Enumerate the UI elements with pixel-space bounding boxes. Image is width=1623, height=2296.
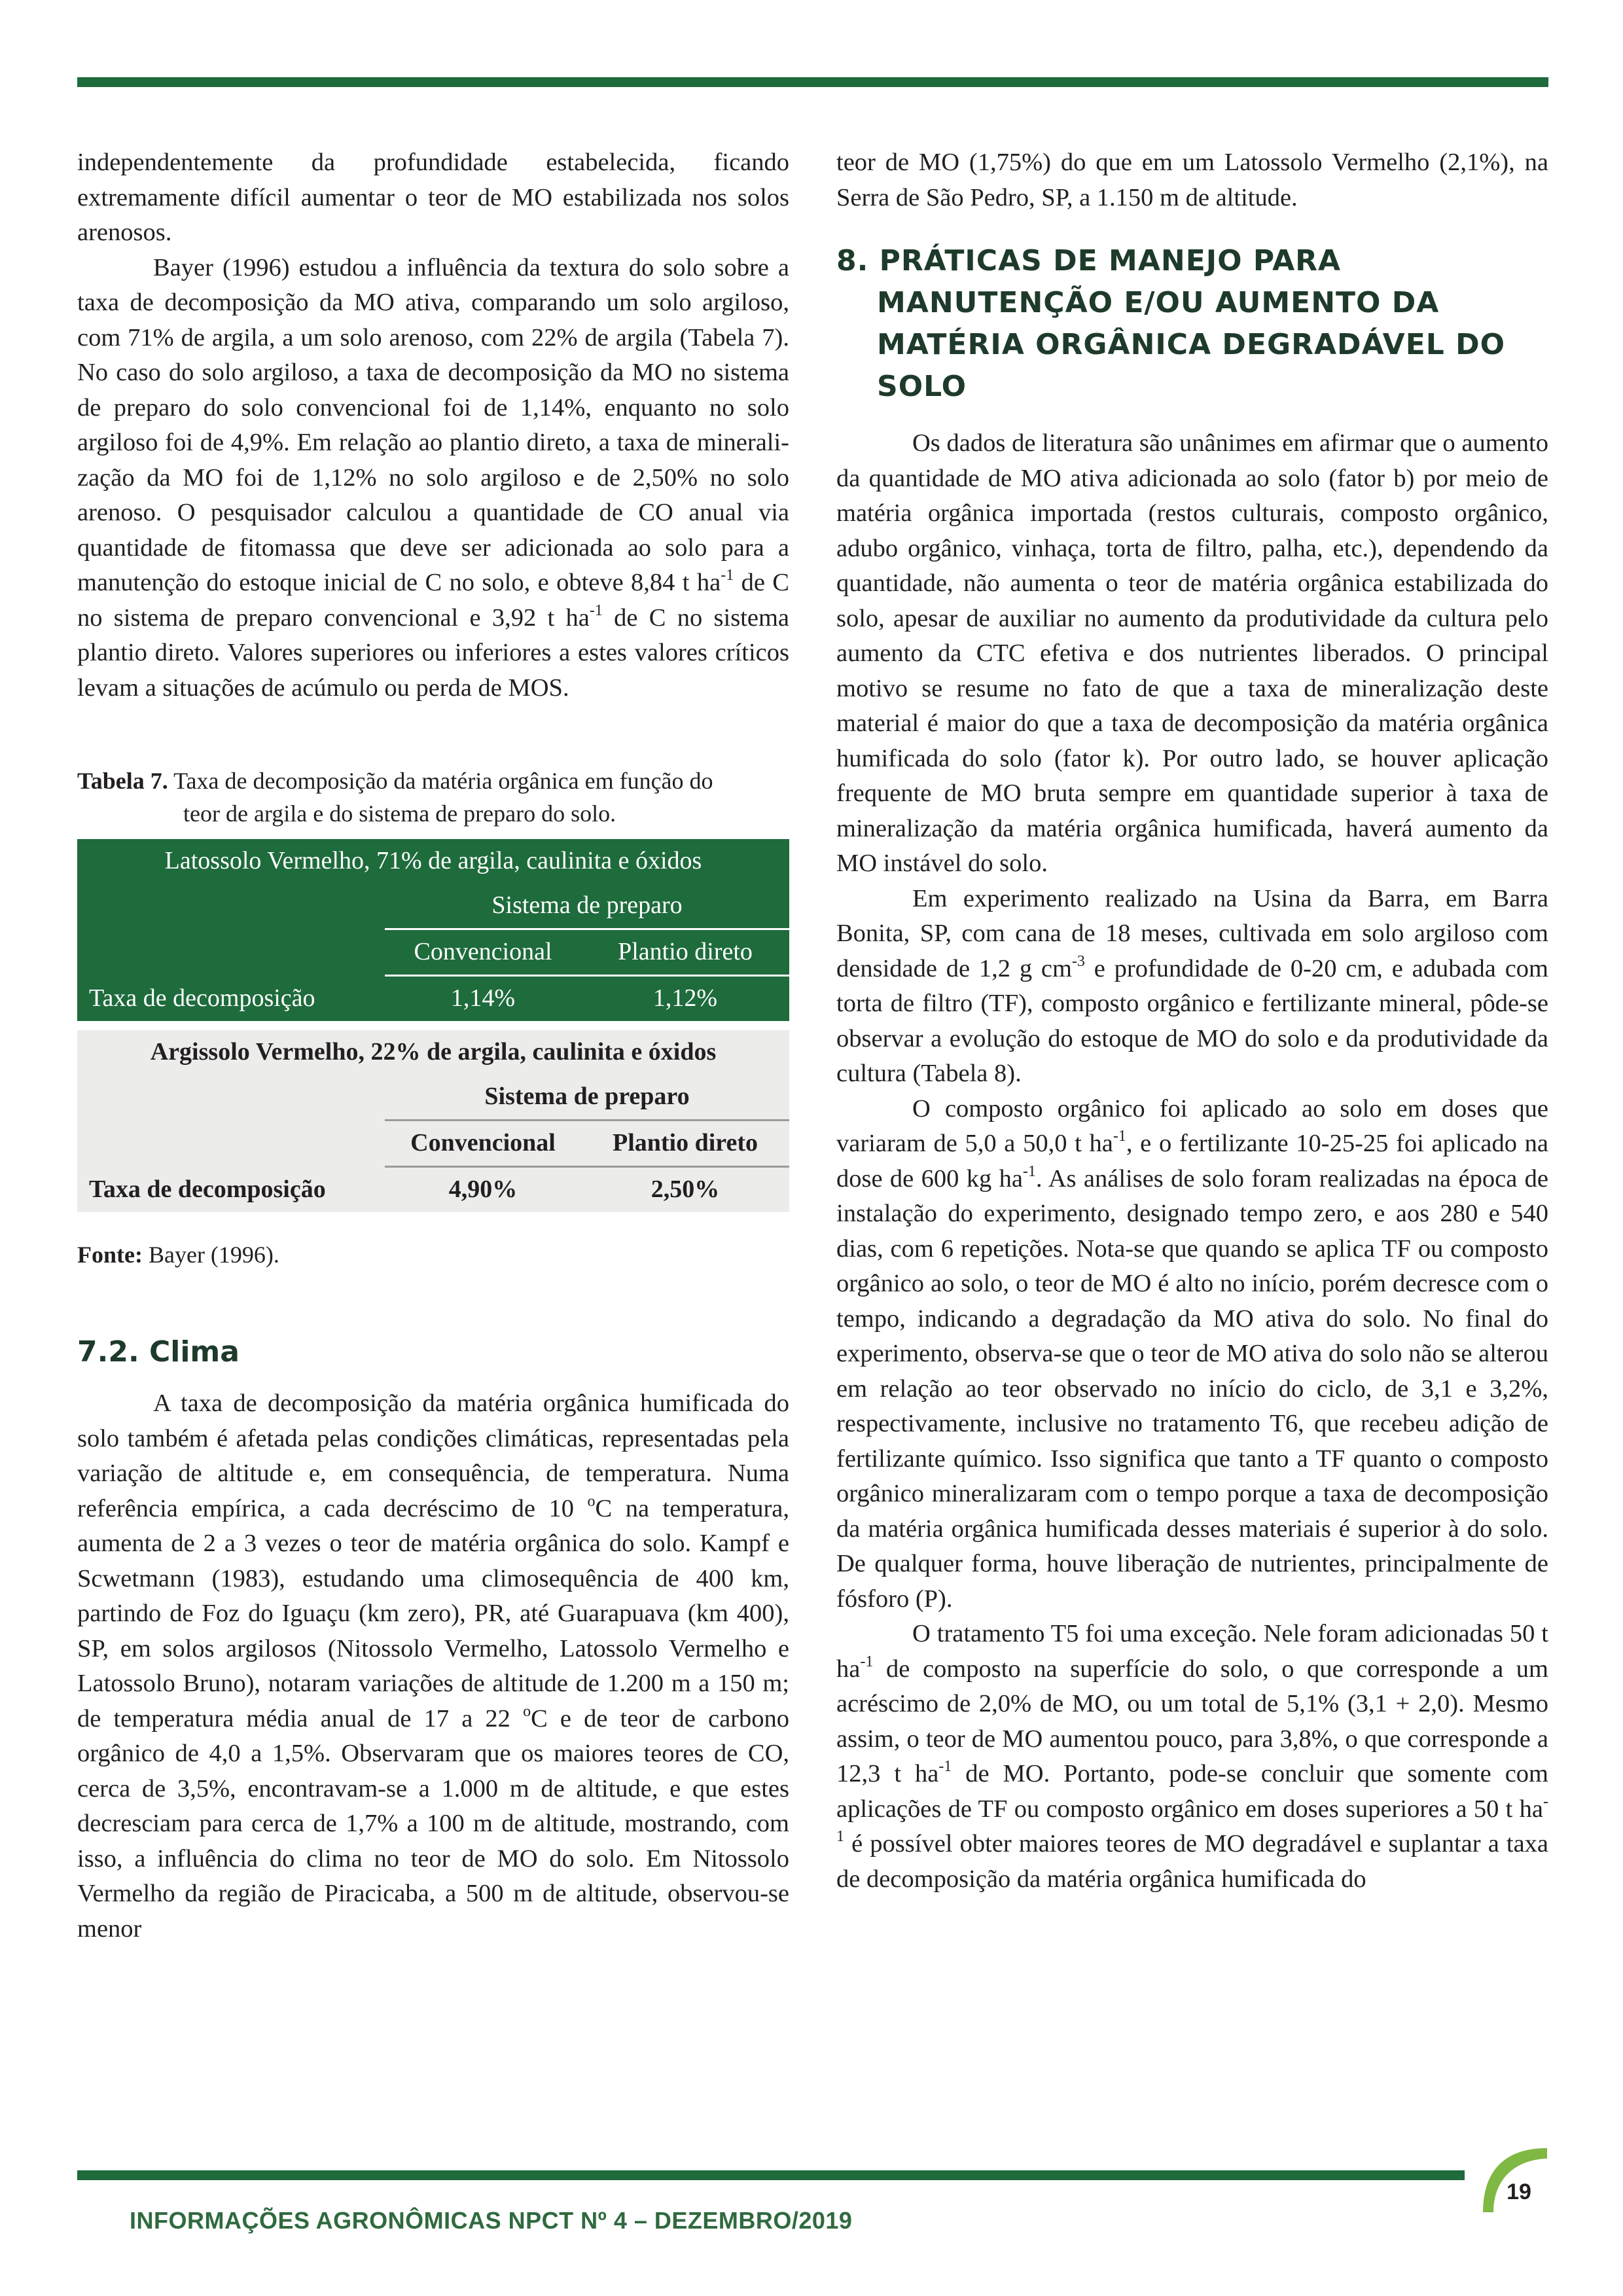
table-caption: Tabela 7. Taxa de decomposição da matéria orgânica em função do teor de argila e do sistema de preparo do solo.	[77, 768, 713, 827]
section-heading: 8. PRÁTICAS DE MANEJO PARA MANUTENÇÃO E/OU AUMENTO DA MATÉRIA ORGÂNICA DEGRADÁVEL DO SOLO	[836, 244, 1506, 403]
table-row: Convencional Plantio direto	[77, 1121, 789, 1167]
table-source: Fonte: Bayer (1996).	[77, 1242, 279, 1268]
paragraph: O tratamento T5 foi uma exceção. Nele foram adicionadas 50 t $ha^{-1}$ de composto na superfície do solo, o que corresponde a um acréscimo de 2,0% de MO, ou um total de 5,1% (3,1 + 2,0). Mesmo assim, o teor de MO aumentou pouco, para 3,8%, o que corresponde a 12,3 t $ha^{-1}$ de MO. Portanto, pode-se concluir que somente com aplicações de TF ou composto orgânico em doses superiores a 50 t $ha^{-1}$ é possível obter maiores teores de MO degradável e suplantar a taxa de decomposição da matéria orgânica humificada do	[836, 1620, 1548, 1893]
table-row: Sistema de preparo	[77, 1075, 789, 1121]
paragraph: Bayer (1996) estudou a influência da textura do solo sobre a taxa de decomposição da MO ativa, comparando um solo argiloso, com 71% de argila, a um solo arenoso, com 22% de argila (Tabela 7). No caso do solo argiloso, a taxa de decomposição da MO no sistema de preparo do solo convencional foi de 1,14%, enquanto no solo argiloso foi de 4,9%. Em relação ao plantio direto, a taxa de mineralização da MO foi de 1,12% no solo argiloso e de 2,50% no solo arenoso. O pesquisador calculou a quantidade de CO anual via quantidade de fitomassa que deve ser adicionada ao solo para a manutenção do estoque inicial de C no solo, e obteve 8,84 t $ha^{-1}$ de C no sistema de preparo convencional e 3,92 t $ha^{-1}$ de C no sistema plantio direto. Valores superiores ou inferiores a estes valores críticos levam a situações de acúmulo ou perda de MOS.	[77, 253, 789, 702]
page-number-badge	[1479, 2144, 1550, 2215]
left-column	[77, 145, 789, 1946]
table-row: Taxa de decomposição 4,90% 2,50%	[77, 1167, 789, 1213]
table-row: Taxa de decomposição 1,14% 1,12%	[77, 976, 789, 1022]
paragraph: teor de MO (1,75%) do que em um Latossolo Vermelho (2,1%), na Serra de São Pedro, SP, a 1.150 m de altitude.	[836, 149, 1548, 211]
paragraph: Os dados de literatura são unânimes em afirmar que o aumento da quantidade de MO ativa adicionada ao solo (fator b) por meio de matéria orgânica importada (restos culturais, composto orgânico, adubo orgânico, vinhaça, torta de filtro, palha, etc.), dependendo da quantidade, não aumenta o teor de matéria orgânica estabilizada do solo, apesar de auxiliar no aumento da produtividade da cultura pelo aumento da CTC efetiva e dos nutrientes liberados. O principal motivo se resume no fato de que a taxa de mineralização deste material é maior do que a taxa de decomposição da matéria orgânica humificada do solo (fator k). Por outro lado, se houver aplicação frequente de MO bruta sempre em quantidade superior à taxa de mineralização da matéria orgânica humificada, haverá aumento da MO instável do solo.	[836, 429, 1548, 877]
paragraph: A taxa de decomposição da matéria orgânica humificada do solo também é afetada pelas condições climáticas, representadas pela variação de altitude e, em consequência, de temperatura. Numa referência empírica, a cada decréscimo de 10 $^o$C na temperatura, aumenta de 2 a 3 vezes o teor de matéria orgânica do solo. Kampf e Scwetmann (1983), estudando uma climosequência de 400 km, partindo de Foz do Iguaçu (km zero), PR, até Guarapuava (km 400), SP, em solos argilosos (Nitossolo Vermelho, Latossolo Vermelho e Latossolo Bruno), notaram variações de altitude de 1.200 m a 150 m; de temperatura média anual de 17 a 22 $^o$C e de teor de carbono orgânico de 4,0 a 1,5%. Observaram que os maiores teores de CO, cerca de 3,5%, encontravam-se a 1.000 m de altitude, e que estes decresciam para cerca de 1,7% a 100 m de altitude, mostrando, com isso, a influência do clima no teor de MO do solo. Em Nitossolo Vermelho da região de Piracicaba, a 500 m de altitude, observou-se menor	[77, 1390, 790, 1943]
table-row: Argissolo Vermelho, 22% de argila, caulinita e óxidos	[77, 1030, 789, 1075]
header-rule	[77, 77, 1548, 87]
page-number: 19	[1507, 2179, 1531, 2204]
paragraph: Em experimento realizado na Usina da Barra, em Barra Bonita, SP, com cana de 18 meses, cultivada em solo argiloso com densidade de 1,2 g $cm^{-3}$ e profundidade de 0-20 cm, e adubada com torta de filtro (TF), composto orgânico e fertilizante mineral, pôde-se observar a evolução do estoque de MO do solo e da produtividade da cultura (Tabela 8).	[836, 884, 1548, 1087]
footer-text: INFORMAÇÕES AGRONÔMICAS NPCT Nº 4 – DEZEMBRO/2019	[130, 2207, 853, 2234]
paragraph: O composto orgânico foi aplicado ao solo em doses que variaram de 5,0 a 50,0 t $ha^{-1}$, e o fertilizante 10-25-25 foi aplicado na dose de 600 kg $ha^{-1}$. As análises de solo foram realizadas na época de instalação do experimento, designado tempo zero, e aos 280 e 540 dias, com 6 repetições. Nota-se que quando se aplica TF ou composto orgânico ao solo, o teor de MO é alto no início, porém decresce com o tempo, indicando a degradação da MO ativa do solo. No final do experimento, observa-se que o teor de MO ativa do solo não se alterou em relação ao teor observado no início do ciclo, de 3,1 e 3,2%, respectivamente, inclusive no tratamento T6, que recebeu adição de fertilizante químico. Isso significa que tanto a TF quanto o composto orgânico mineralizaram com o tempo porque a taxa de decomposição da matéria orgânica humificada desses materiais é superior à do solo. De qualquer forma, houve liberação de nutrientes, principalmente de fósforo (P).	[836, 1094, 1548, 1613]
table-row: Sistema de preparo	[77, 884, 789, 929]
section-heading: 7.2. Clima	[77, 1335, 240, 1369]
right-column	[836, 145, 1548, 1897]
footer-rule	[77, 2170, 1465, 2180]
table-row: Convencional Plantio direto	[77, 929, 789, 976]
paragraph: independentemente da profundidade estabelecida, ficando extremamente difícil aumentar o teor de MO estabilizada nos solos arenosos.	[77, 149, 789, 246]
table-row: Latossolo Vermelho, 71% de argila, caulinita e óxidos	[77, 839, 789, 884]
table-7	[77, 839, 789, 1212]
